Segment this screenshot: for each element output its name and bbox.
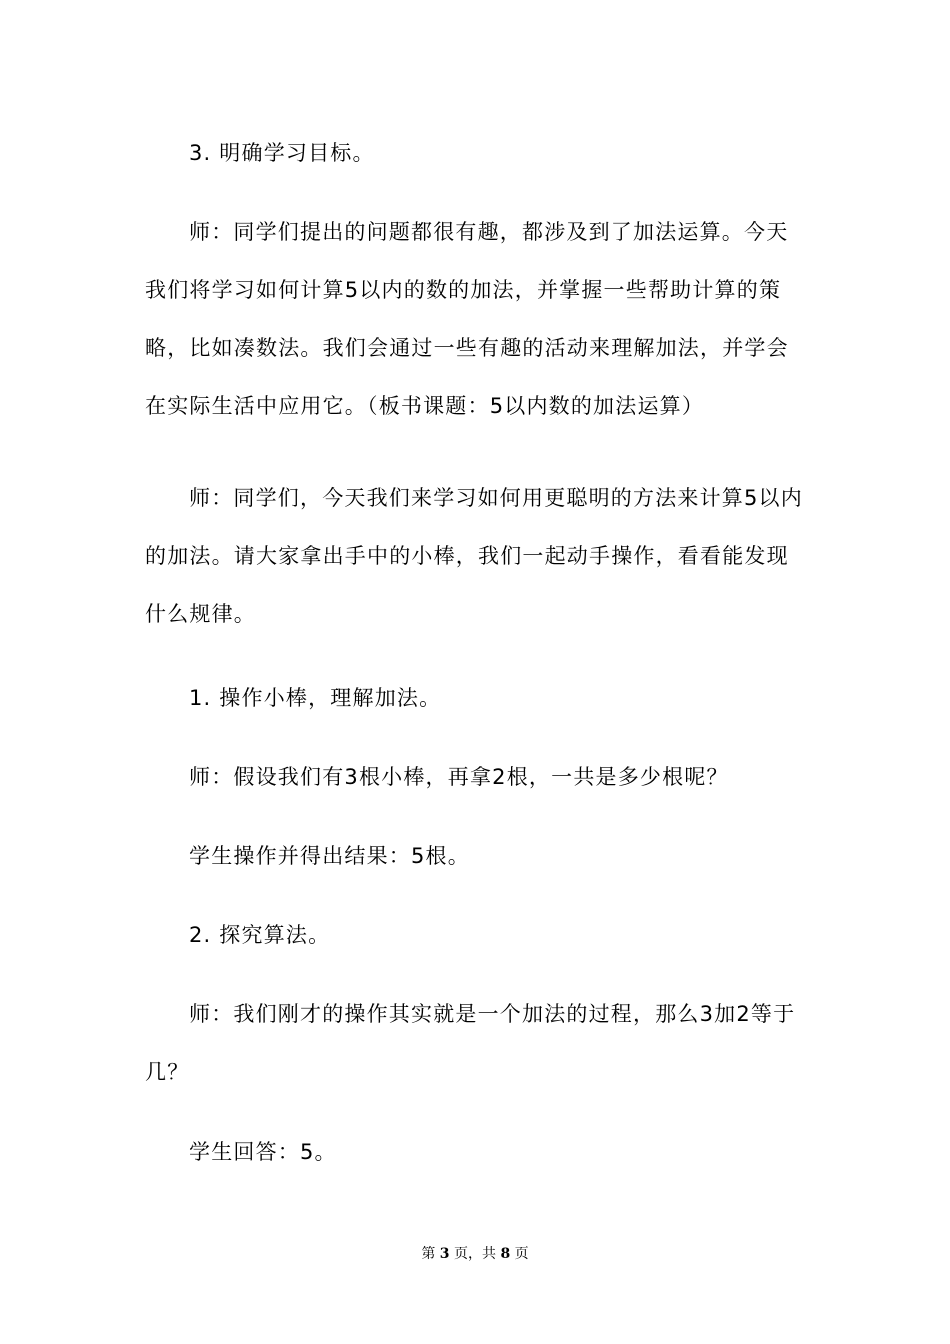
heading-explore-algorithm: 2. 探究算法。	[189, 923, 331, 947]
footer-prefix: 第	[421, 1246, 440, 1262]
footer-suffix: 页	[510, 1246, 529, 1262]
footer-total-pages: 8	[500, 1246, 511, 1262]
footer-middle: 页，共	[449, 1246, 501, 1262]
paragraph-teacher-addition: 师：我们刚才的操作其实就是一个加法的过程，那么3加2等于几？	[145, 1002, 796, 1084]
paragraph-teacher-sticks: 师：同学们，今天我们来学习如何用更聪明的方法来计算5以内的加法。请大家拿出手中的小棒，我们一起动手操作，看看能发现什么规律。	[145, 486, 803, 626]
heading-learning-goals: 3. 明确学习目标。	[189, 141, 375, 165]
paragraph-teacher-intro: 师：同学们提出的问题都很有趣，都涉及到了加法运算。今天我们将学习如何计算5以内的数的加法，并掌握一些帮助计算的策略，比如凑数法。我们会通过一些有趣的活动来理解加法，并学会在实际生活中应用它。（板书课题：5以内数的加法运算）	[145, 220, 789, 418]
heading-operate-sticks: 1. 操作小棒，理解加法。	[189, 686, 442, 710]
paragraph-teacher-question: 师：假设我们有3根小棒，再拿2根，一共是多少根呢？	[189, 765, 729, 789]
page-footer	[0, 1244, 950, 1264]
footer-current-page: 3	[439, 1246, 450, 1262]
paragraph-student-answer: 学生回答：5。	[189, 1140, 337, 1164]
paragraph-student-result: 学生操作并得出结果：5根。	[189, 844, 470, 868]
